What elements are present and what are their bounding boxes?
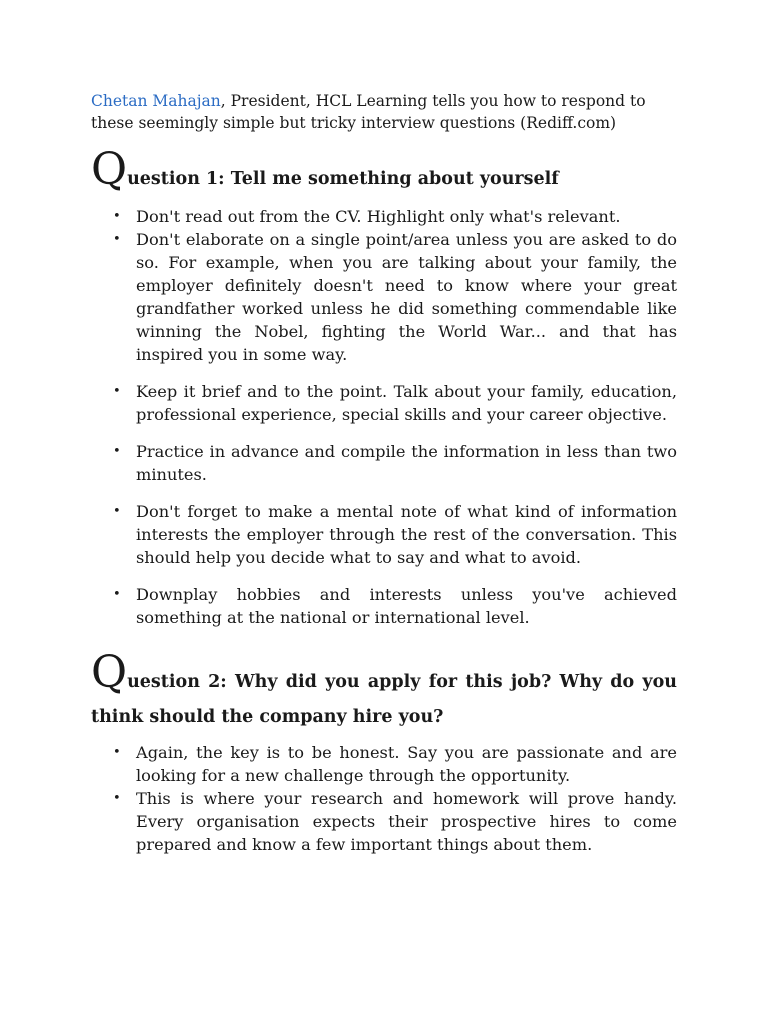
list-item: • Don't forget to make a mental note of what kind of information interests the employer through the rest of the conversation. This should help you decide what to say and what to avoid. — [91, 500, 677, 569]
list-item: • Don't elaborate on a single point/area unless you are asked to do so. For example, when you are talking about your family, the employer definitely doesn't need to know where your great grandfather worked unless he did something commendable like winning the Nobel, fighting the World War... and that has inspired you in some way. — [91, 228, 677, 366]
intro-text: , President, HCL Learning tells you how to respond to these seemingly simple but tricky interview questions (Rediff.com) — [91, 92, 646, 132]
list-item: • Again, the key is to be honest. Say you are passionate and are looking for a new challenge through the opportunity. — [91, 741, 677, 787]
question-1-heading — [91, 144, 677, 199]
question-1-tips-list — [91, 205, 677, 629]
list-item: • Practice in advance and compile the information in less than two minutes. — [91, 440, 677, 486]
author-link[interactable]: Chetan Mahajan — [91, 92, 221, 110]
question-2-tips-list — [91, 741, 677, 856]
intro-paragraph — [91, 90, 677, 134]
question-2-dropcap: Q — [91, 647, 128, 698]
question-2-heading — [91, 647, 677, 735]
list-item: • Don't read out from the CV. Highlight only what's relevant. — [91, 205, 677, 228]
question-1-dropcap: Q — [91, 144, 128, 195]
question-1-title: uestion 1: Tell me something about yourself — [127, 169, 559, 189]
question-2-title: uestion 2: Why did you apply for this job? Why do you think should the company hire you? — [91, 672, 677, 727]
list-item: • Keep it brief and to the point. Talk about your family, education, professional experience, special skills and your career objective. — [91, 380, 677, 426]
list-item: • Downplay hobbies and interests unless you've achieved something at the national or international level. — [91, 583, 677, 629]
document-page — [91, 90, 677, 856]
list-item: • This is where your research and homework will prove handy. Every organisation expects their prospective hires to come prepared and know a few important things about them. — [91, 787, 677, 856]
